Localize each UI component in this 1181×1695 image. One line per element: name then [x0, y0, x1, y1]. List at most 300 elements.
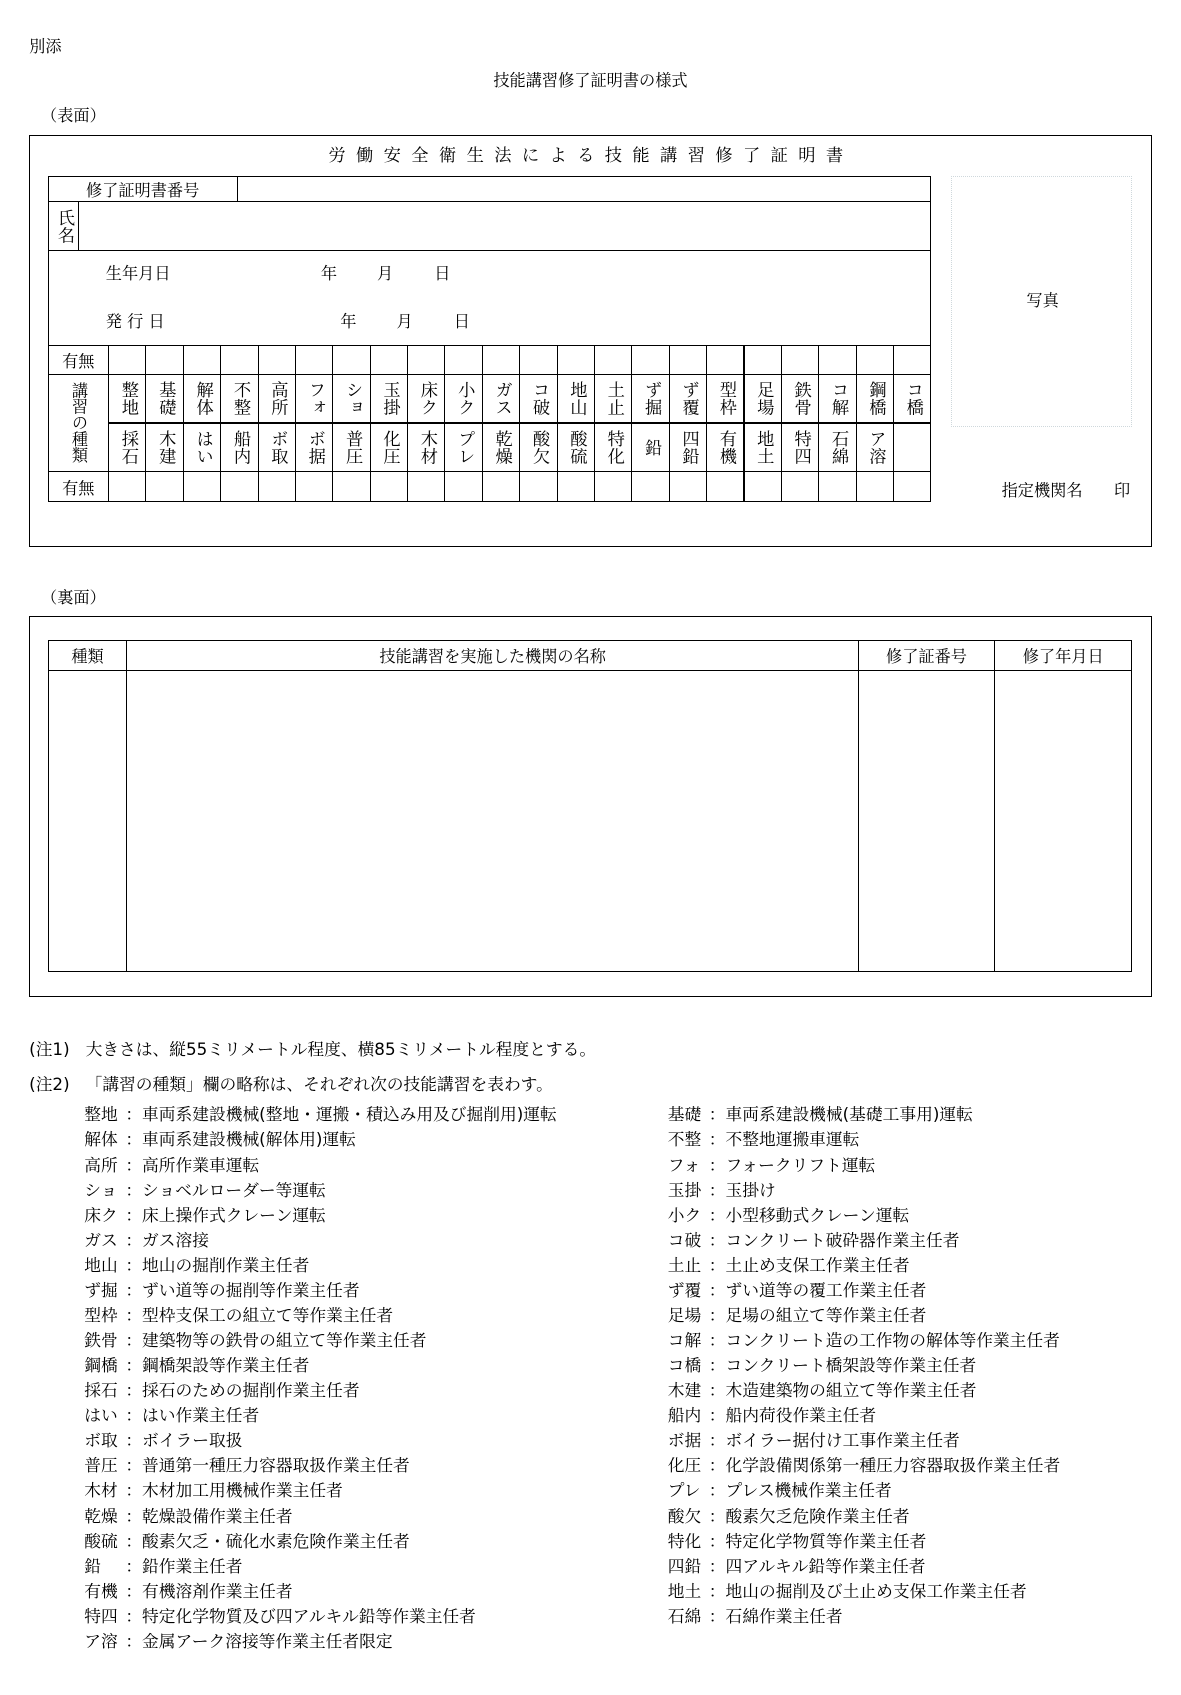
abbreviation-item	[84, 1179, 326, 1200]
presence-cell-top[interactable]	[818, 345, 856, 375]
abbreviation-item	[84, 1304, 394, 1325]
abbreviation-item	[84, 1229, 209, 1250]
abbreviation-item	[84, 1505, 293, 1526]
abbreviation-meaning: コンクリート造の工作物の解体等作業主任者	[725, 1330, 1060, 1351]
abbreviation-code: 地土	[667, 1580, 702, 1601]
presence-cell-bottom[interactable]	[183, 471, 221, 502]
birth-month-label: 月	[377, 263, 394, 283]
presence-cell-bottom[interactable]	[220, 471, 258, 502]
abbreviation-meaning: 車両系建設機械(整地・運搬・積込み用及び掘削用)運転	[142, 1104, 557, 1125]
abbreviation-code: 普圧	[84, 1455, 118, 1476]
cert-number-label-text: 修了証明書番号	[85, 181, 200, 201]
abbreviation-item	[84, 1530, 410, 1551]
separator: ：	[125, 1204, 143, 1225]
note-2	[29, 1076, 553, 1093]
abbreviation-item	[667, 1179, 776, 1200]
abbreviation-meaning: コンクリート破砕器作業主任者	[725, 1229, 960, 1250]
abbreviation-meaning: ショベルローダー等運転	[142, 1179, 326, 1200]
presence-cell-bottom[interactable]	[818, 471, 856, 502]
abbreviation-code: コ破	[667, 1229, 702, 1250]
separator: ：	[125, 1405, 143, 1426]
separator: ：	[125, 1630, 143, 1651]
photo-area	[951, 176, 1133, 427]
separator: ：	[708, 1580, 726, 1601]
abbreviation-meaning: 足場の組立て等作業主任者	[725, 1304, 927, 1325]
abbreviation-item	[84, 1106, 556, 1123]
header-cert-number-text: 修了証番号	[886, 647, 967, 667]
abbreviation-code: ボ取	[84, 1430, 118, 1451]
abbreviation-meaning: 型枠支保工の組立て等作業主任者	[142, 1304, 394, 1325]
presence-cell-bottom[interactable]	[856, 471, 894, 502]
separator: ：	[708, 1355, 726, 1376]
abbreviation-code: 特四	[84, 1605, 118, 1626]
kind-cell-row2: 木材	[407, 422, 445, 472]
kind-cell-row2: 有機	[706, 422, 744, 472]
kind-cell-row1: 地山	[557, 374, 595, 424]
abbreviation-code: 地山	[84, 1254, 118, 1275]
kind-cell-row2: 特四	[781, 422, 819, 472]
separator: ：	[708, 1229, 726, 1250]
kind-cell-row1: ガス	[482, 374, 520, 424]
presence-cell-top[interactable]	[295, 345, 333, 375]
abbreviation-meaning: 木材加工用機械作業主任者	[142, 1480, 343, 1501]
presence-cell-top[interactable]	[407, 345, 445, 375]
abbreviation-item	[84, 1254, 310, 1275]
abbreviation-meaning: 車両系建設機械(解体用)運転	[142, 1129, 356, 1150]
kind-cell-row2: 船内	[220, 422, 258, 472]
kind-cell-row2: 採石	[108, 422, 146, 472]
separator: ：	[125, 1380, 143, 1401]
kind-cell-row1: 鉄骨	[781, 374, 819, 424]
abbreviation-meaning: 木造建築物の組立て等作業主任者	[725, 1380, 977, 1401]
issue-day-label: 日	[453, 312, 470, 332]
abbreviation-item	[84, 1131, 356, 1148]
header-institution-text: 技能講習を実施した機関の名称	[379, 647, 606, 667]
abbreviation-item	[667, 1304, 927, 1325]
abbreviation-meaning: 地山の掘削作業主任者	[142, 1254, 310, 1275]
abbreviation-code: コ解	[667, 1330, 702, 1351]
kind-cell-row2: プレ	[444, 422, 482, 472]
abbreviation-meaning: 金属アーク溶接等作業主任者限定	[142, 1630, 393, 1651]
birth-date-label: 生年月日	[105, 263, 171, 283]
presence-cell-bottom[interactable]	[781, 471, 819, 502]
kind-cell-row1: 基礎	[145, 374, 183, 424]
abbreviation-meaning: 鉛作業主任者	[142, 1555, 243, 1576]
separator: ：	[708, 1204, 726, 1225]
separator: ：	[708, 1179, 726, 1200]
presence-cell-top[interactable]	[183, 345, 221, 375]
kind-cell-row1: 足場	[743, 374, 781, 424]
abbreviation-code: 高所	[84, 1154, 118, 1175]
abbreviation-item	[668, 1432, 960, 1449]
attachment-label: 別添	[29, 36, 62, 56]
note-1-label: (注1)	[29, 1038, 70, 1059]
abbreviation-meaning: 化学設備関係第一種圧力容器取扱作業主任者	[725, 1455, 1061, 1476]
issue-date-label: 発 行 日	[105, 312, 165, 332]
separator: ：	[125, 1129, 143, 1150]
abbreviation-meaning: 土止め支保工作業主任者	[725, 1254, 910, 1275]
kind-cell-row2: 特化	[594, 422, 632, 472]
abbreviation-code: 石綿	[667, 1605, 702, 1626]
presence-cell-bottom[interactable]	[482, 471, 520, 502]
abbreviation-item	[84, 1605, 476, 1626]
separator: ：	[708, 1455, 726, 1476]
cert-number-field[interactable]	[237, 176, 932, 202]
abbreviation-meaning: 特定化学物質等作業主任者	[725, 1530, 927, 1551]
presence-cell-top[interactable]	[631, 345, 669, 375]
presence-cell-bottom[interactable]	[145, 471, 183, 502]
abbreviation-meaning: ずい道等の掘削等作業主任者	[142, 1279, 360, 1300]
abbreviation-code: 船内	[667, 1405, 702, 1426]
separator: ：	[125, 1455, 143, 1476]
separator: ：	[125, 1279, 143, 1300]
presence-cell-top[interactable]	[856, 345, 894, 375]
separator: ：	[708, 1430, 726, 1451]
header-kind-text: 種類	[71, 647, 104, 667]
abbreviation-item	[668, 1482, 892, 1499]
presence-cell-bottom[interactable]	[594, 471, 632, 502]
kind-cell-row1: ず覆	[669, 374, 707, 424]
note-1-text: 大きさは、縦55ミリメートル程度、横85ミリメートル程度とする。	[85, 1038, 597, 1059]
abbreviation-code: はい	[84, 1405, 118, 1426]
abbreviation-code: 解体	[84, 1129, 118, 1150]
separator: ：	[708, 1530, 726, 1551]
kind-cell-row1: ず掘	[631, 374, 669, 424]
presence-cell-bottom[interactable]	[370, 471, 408, 502]
abbreviation-item	[667, 1229, 960, 1250]
abbreviation-code: 木材	[84, 1480, 118, 1501]
kind-cell-row2: 石綿	[818, 422, 856, 472]
abbreviation-item	[84, 1357, 309, 1374]
kind-cell-row1: 小ク	[444, 374, 482, 424]
document-title: 技能講習修了証明書の様式	[493, 71, 688, 91]
abbreviation-code: ず掘	[84, 1279, 118, 1300]
separator: ：	[708, 1480, 726, 1501]
presence-cell-bottom[interactable]	[743, 471, 781, 502]
separator: ：	[708, 1380, 726, 1401]
abbreviation-meaning: ボイラー据付け工事作業主任者	[725, 1430, 960, 1451]
presence-cell-bottom[interactable]	[669, 471, 707, 502]
note-2-text: 「講習の種類」欄の略称は、それぞれ次の技能講習を表わす。	[85, 1074, 553, 1095]
separator: ：	[125, 1304, 143, 1325]
abbreviation-meaning: フォークリフト運転	[725, 1154, 876, 1175]
completion-date-column[interactable]	[994, 670, 1132, 973]
presence-cell-top[interactable]	[781, 345, 819, 375]
abbreviation-item	[667, 1254, 910, 1275]
abbreviation-code: 型枠	[84, 1304, 118, 1325]
kind-cell-row1: 型枠	[706, 374, 744, 424]
kind-cell-row2: 鉛	[631, 422, 669, 472]
abbreviation-code: 足場	[667, 1304, 702, 1325]
abbreviation-item	[84, 1432, 242, 1449]
abbreviation-item	[84, 1407, 259, 1424]
kind-cell-row1: ショ	[332, 374, 370, 424]
birth-year-label: 年	[320, 263, 337, 283]
kind-cell-row2: はい	[183, 422, 221, 472]
abbreviation-code: 不整	[667, 1129, 702, 1150]
kind-cell-row1: 玉掛	[370, 374, 408, 424]
presence-cell-bottom[interactable]	[631, 471, 669, 502]
presence-cell-top[interactable]	[145, 345, 183, 375]
abbreviation-code: 小ク	[667, 1204, 702, 1225]
abbreviation-code: 鉛	[84, 1555, 101, 1576]
abbreviation-item	[84, 1555, 243, 1576]
abbreviation-code: 採石	[84, 1380, 118, 1401]
abbreviation-code: 酸欠	[667, 1505, 702, 1526]
presence-cell-top[interactable]	[370, 345, 408, 375]
institution-column[interactable]	[126, 670, 859, 973]
abbreviation-code: フォ	[667, 1154, 701, 1175]
abbreviation-item	[668, 1332, 1060, 1349]
kind-cell-row1: 床ク	[407, 374, 445, 424]
presence-label-text: 有無	[62, 351, 95, 371]
separator: ：	[125, 1104, 143, 1125]
presence-cell-top[interactable]	[332, 345, 370, 375]
kind-cell-row2: 普圧	[332, 422, 370, 472]
presence-label-text: 有無	[62, 478, 95, 498]
back-table	[49, 641, 1134, 974]
abbreviation-code: ボ据	[667, 1430, 702, 1451]
abbreviation-meaning: 地山の掘削及び土止め支保工作業主任者	[725, 1580, 1027, 1601]
kind-cell-row1: 鋼橋	[856, 374, 894, 424]
abbreviation-item	[84, 1457, 410, 1474]
back-section-label: （裏面）	[41, 587, 106, 607]
abbreviation-code: 整地	[84, 1104, 118, 1125]
kind-cell-row1: フォ	[295, 374, 333, 424]
abbreviation-meaning: ボイラー取扱	[142, 1430, 243, 1451]
abbreviation-meaning: 船内荷役作業主任者	[725, 1405, 877, 1426]
kind-cell-row1: コ解	[818, 374, 856, 424]
abbreviation-item	[84, 1482, 343, 1499]
abbreviation-meaning: 酸素欠乏危険作業主任者	[725, 1505, 910, 1526]
separator: ：	[125, 1605, 143, 1626]
separator: ：	[708, 1254, 726, 1275]
kind-cell-row1: 高所	[258, 374, 296, 424]
kind-cell-row1: 整地	[108, 374, 146, 424]
abbreviation-code: 四鉛	[667, 1555, 702, 1576]
separator: ：	[125, 1430, 143, 1451]
abbreviation-meaning: 高所作業車運転	[142, 1154, 260, 1175]
abbreviation-code: 特化	[667, 1530, 702, 1551]
kind-cell-row1: 不整	[220, 374, 258, 424]
kind-cell-row1: 解体	[183, 374, 221, 424]
abbreviation-item	[84, 1580, 293, 1601]
abbreviation-code: 床ク	[84, 1204, 118, 1225]
presence-cell-top[interactable]	[893, 345, 931, 375]
presence-cell-bottom[interactable]	[108, 471, 146, 502]
presence-label-top	[48, 345, 110, 375]
kind-cell-row2: 四鉛	[669, 422, 707, 472]
kinds-label: 講習の種類	[48, 374, 110, 472]
presence-cell-bottom[interactable]	[519, 471, 557, 502]
presence-cell-top[interactable]	[706, 345, 744, 375]
abbreviation-meaning: 不整地運搬車運転	[725, 1129, 860, 1150]
presence-cell-top[interactable]	[108, 345, 146, 375]
separator: ：	[708, 1505, 726, 1526]
abbreviation-item	[84, 1332, 426, 1349]
presence-cell-top[interactable]	[557, 345, 595, 375]
abbreviation-meaning: コンクリート橋架設等作業主任者	[725, 1355, 977, 1376]
abbreviation-meaning: 普通第一種圧力容器取扱作業主任者	[142, 1455, 410, 1476]
separator: ：	[708, 1555, 726, 1576]
abbreviation-item	[667, 1605, 843, 1626]
presence-cell-top[interactable]	[444, 345, 482, 375]
kind-column[interactable]	[48, 670, 128, 973]
issue-year-label: 年	[340, 312, 357, 332]
abbreviation-meaning: 酸素欠乏・硫化水素危険作業主任者	[142, 1530, 410, 1551]
abbreviation-code: 乾燥	[84, 1505, 118, 1526]
abbreviation-item	[84, 1154, 260, 1175]
separator: ：	[708, 1279, 726, 1300]
kind-cell-row2: 酸欠	[519, 422, 557, 472]
kind-cell-row2: ボ据	[295, 422, 333, 472]
abbreviation-item	[668, 1407, 876, 1424]
presence-cell-bottom[interactable]	[332, 471, 370, 502]
abbreviation-meaning: プレス機械作業主任者	[725, 1480, 892, 1501]
abbreviation-meaning: 特定化学物質及び四アルキル鉛等作業主任者	[142, 1605, 476, 1626]
abbreviation-item	[667, 1204, 910, 1225]
abbreviation-code: 酸硫	[84, 1530, 118, 1551]
abbreviation-code: 有機	[84, 1580, 118, 1601]
separator: ：	[708, 1154, 726, 1175]
abbreviation-code: 鉄骨	[84, 1330, 118, 1351]
separator: ：	[125, 1505, 143, 1526]
abbreviation-meaning: 小型移動式クレーン運転	[725, 1204, 910, 1225]
abbreviation-meaning: 有機溶剤作業主任者	[142, 1580, 293, 1601]
kind-cell-row2: 乾燥	[482, 422, 520, 472]
separator: ：	[125, 1555, 143, 1576]
abbreviation-meaning: 玉掛け	[725, 1179, 776, 1200]
presence-cell-bottom[interactable]	[407, 471, 445, 502]
presence-cell-top[interactable]	[519, 345, 557, 375]
separator: ：	[708, 1330, 726, 1351]
abbreviation-item	[84, 1204, 326, 1225]
cert-number-column[interactable]	[858, 670, 995, 973]
front-table	[49, 177, 933, 503]
separator: ：	[708, 1605, 726, 1626]
kind-cell-row1: コ橋	[893, 374, 931, 424]
birth-day-label: 日	[434, 263, 451, 283]
presence-cell-bottom[interactable]	[295, 471, 333, 502]
separator: ：	[708, 1104, 726, 1125]
kind-cell-row1: コ破	[519, 374, 557, 424]
abbreviation-item	[668, 1357, 976, 1374]
name-field[interactable]	[78, 201, 932, 251]
presence-cell-bottom[interactable]	[893, 471, 931, 502]
presence-cell-top[interactable]	[220, 345, 258, 375]
separator: ：	[125, 1179, 143, 1200]
abbreviation-item	[667, 1279, 927, 1300]
issue-month-label: 月	[396, 312, 413, 332]
presence-cell-top[interactable]	[258, 345, 296, 375]
abbreviation-item	[668, 1382, 977, 1399]
abbreviation-code: コ橋	[667, 1355, 702, 1376]
abbreviation-item	[84, 1279, 360, 1300]
issuer-label: 指定機関名	[1001, 480, 1083, 500]
header-completion-date-text: 修了年月日	[1022, 647, 1104, 667]
kind-cell-row2: 酸硫	[557, 422, 595, 472]
presence-cell-top[interactable]	[594, 345, 632, 375]
abbreviation-item	[84, 1382, 359, 1399]
abbreviation-meaning: 乾燥設備作業主任者	[142, 1505, 293, 1526]
abbreviation-code: ショ	[84, 1179, 118, 1200]
separator: ：	[708, 1129, 726, 1150]
abbreviation-code: 基礎	[667, 1104, 702, 1125]
presence-cell-bottom[interactable]	[706, 471, 744, 502]
abbreviation-code: ガス	[84, 1229, 118, 1250]
abbreviation-code: 木建	[667, 1380, 702, 1401]
abbreviation-code: ず覆	[667, 1279, 702, 1300]
presence-cell-top[interactable]	[743, 345, 781, 375]
kind-cell-row1: 土止	[594, 374, 632, 424]
presence-cell-top[interactable]	[482, 345, 520, 375]
abbreviation-meaning: ずい道等の覆工作業主任者	[725, 1279, 927, 1300]
kind-cell-row2: 木建	[145, 422, 183, 472]
seal-label: 印	[1113, 480, 1131, 500]
abbreviation-item	[667, 1154, 876, 1175]
abbreviation-code: 化圧	[667, 1455, 702, 1476]
presence-cell-bottom[interactable]	[258, 471, 296, 502]
abbreviation-item	[667, 1505, 910, 1526]
kind-cell-row2	[893, 422, 931, 472]
kind-cell-row2: ア溶	[856, 422, 894, 472]
header-completion-date	[994, 640, 1132, 671]
presence-cell-bottom[interactable]	[444, 471, 482, 502]
kind-cell-row2: ボ取	[258, 422, 296, 472]
abbreviation-code: プレ	[667, 1480, 701, 1501]
separator: ：	[125, 1355, 143, 1376]
abbreviation-meaning: 鋼橋架設等作業主任者	[142, 1355, 310, 1376]
separator: ：	[708, 1304, 726, 1325]
presence-cell-top[interactable]	[669, 345, 707, 375]
abbreviation-item	[667, 1530, 927, 1551]
dates-area	[48, 250, 932, 346]
abbreviation-code: 鋼橋	[84, 1355, 118, 1376]
separator: ：	[708, 1405, 726, 1426]
abbreviation-item	[84, 1630, 393, 1651]
note-2-label: (注2)	[29, 1074, 70, 1095]
header-institution	[126, 640, 859, 671]
abbreviation-code: 玉掛	[667, 1179, 702, 1200]
photo-label: 写真	[1026, 290, 1059, 310]
separator: ：	[125, 1330, 143, 1351]
header-kind	[48, 640, 128, 671]
presence-cell-bottom[interactable]	[557, 471, 595, 502]
abbreviation-item	[668, 1106, 973, 1123]
separator: ：	[125, 1229, 143, 1250]
abbreviation-meaning: 石綿作業主任者	[725, 1605, 843, 1626]
abbreviation-item	[668, 1131, 860, 1148]
abbreviation-item	[667, 1580, 1027, 1601]
abbreviation-meaning: 床上操作式クレーン運転	[142, 1204, 326, 1225]
abbreviation-meaning: 車両系建設機械(基礎工事用)運転	[725, 1104, 973, 1125]
kind-cell-row2: 化圧	[370, 422, 408, 472]
cert-number-label	[48, 176, 238, 202]
separator: ：	[125, 1480, 143, 1501]
separator: ：	[125, 1154, 143, 1175]
presence-label-bottom	[48, 471, 110, 502]
separator: ：	[125, 1530, 143, 1551]
separator: ：	[125, 1580, 143, 1601]
note-1	[29, 1038, 597, 1059]
abbreviation-meaning: 建築物等の鉄骨の組立て等作業主任者	[142, 1330, 427, 1351]
separator: ：	[125, 1254, 143, 1275]
card-title: 労働安全衛生法による技能講習修了証明書	[328, 145, 854, 166]
front-section-label: （表面）	[41, 106, 106, 126]
abbreviation-meaning: はい作業主任者	[142, 1405, 260, 1426]
kind-cell-row2: 地土	[743, 422, 781, 472]
abbreviation-meaning: 四アルキル鉛等作業主任者	[725, 1555, 926, 1576]
